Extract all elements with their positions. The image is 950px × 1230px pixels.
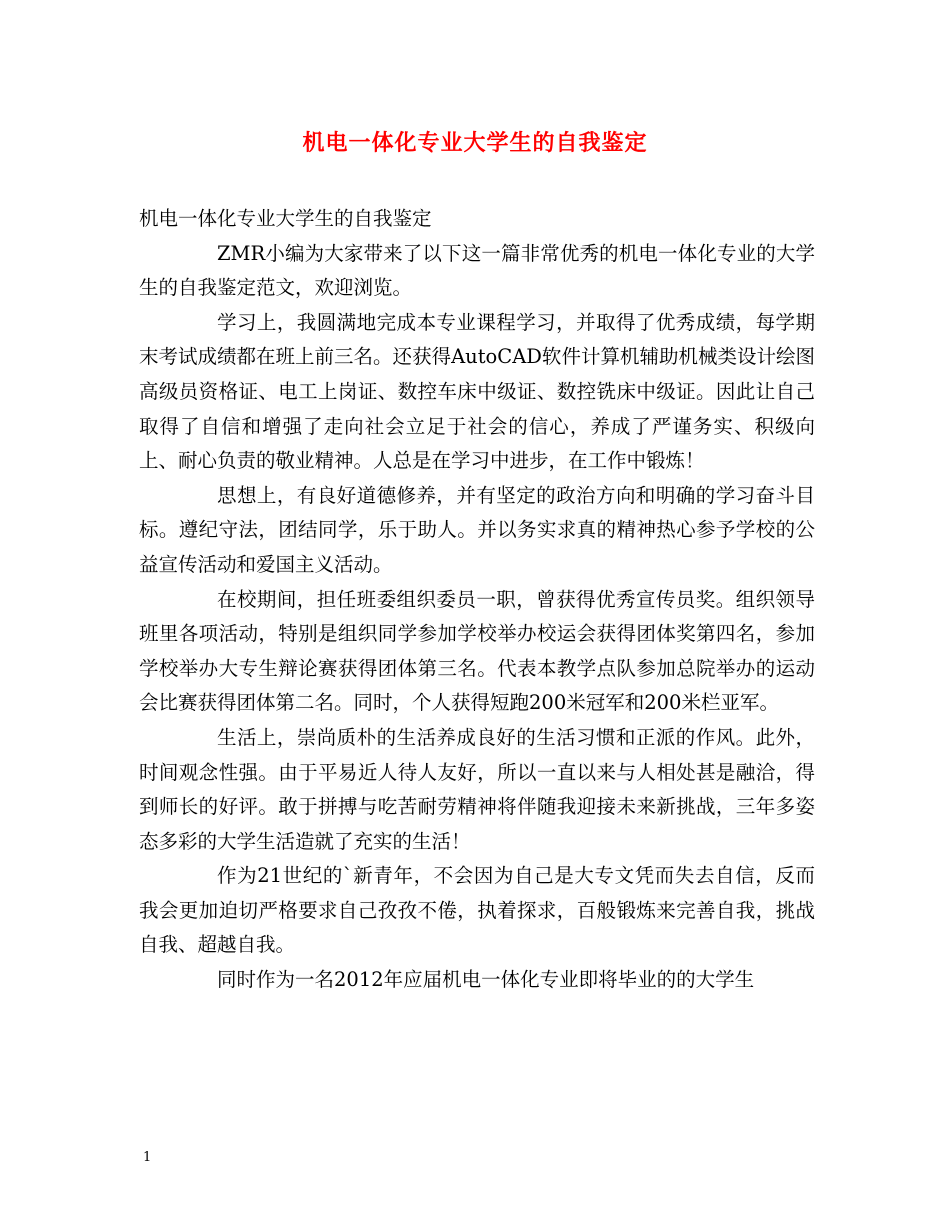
document-title: 机电一体化专业大学生的自我鉴定 <box>302 130 648 156</box>
paragraph-study: 学习上，我圆满地完成本专业课程学习，并取得了优秀成绩，每学期末考试成绩都在班上前三名。还获得AutoCAD软件计算机辅助机械类设计绘图高级员资格证、电工上岗证、数控车床中级证、数控铣床中级证。因此让自己取得了自信和增强了走向社会立足于社会的信心，养成了严谨务实、积级向上、耐心负责的敬业精神。人总是在学习中进步，在工作中锻炼！ <box>139 310 815 473</box>
paragraph-thought: 思想上，有良好道德修养，并有坚定的政治方向和明确的学习奋斗目标。遵纪守法，团结同学，乐于助人。并以务实求真的精神热心参予学校的公益宣传活动和爱国主义活动。 <box>139 483 815 576</box>
paragraph-youth: 作为21世纪的`新青年，不会因为自己是大专文凭而失去自信，反而我会更加迫切严格要求自己孜孜不倦，执着探求，百般锻炼来完善自我，挑战自我、超越自我。 <box>139 864 815 957</box>
paragraph-graduate: 同时作为一名2012年应届机电一体化专业即将毕业的的大学生 <box>217 968 755 992</box>
subtitle-line: 机电一体化专业大学生的自我鉴定 <box>139 207 432 230</box>
paragraph-life: 生活上，崇尚质朴的生活养成良好的生活习惯和正派的作风。此外，时间观念性强。由于平易近人待人友好，所以一直以来与人相处甚是融洽，得到师长的好评。敢于拼搏与吃苦耐劳精神将伴随我迎接未来新挑战，三年多姿态多彩的大学生活造就了充实的生活！ <box>139 725 815 853</box>
document-body <box>139 202 815 998</box>
paragraph-campus: 在校期间，担任班委组织委员一职，曾获得优秀宣传员奖。组织领导班里各项活动，特别是组织同学参加学校举办校运会获得团体奖第四名，参加学校举办大专生辩论赛获得团体第三名。代表本教学点队参加总院举办的运动会比赛获得团体第二名。同时，个人获得短跑200米冠军和200米栏亚军。 <box>139 587 815 715</box>
paragraph-intro: ZMR小编为大家带来了以下这一篇非常优秀的机电一体化专业的大学生的自我鉴定范文，欢迎浏览。 <box>139 241 815 300</box>
page-number: 1 <box>143 1150 152 1165</box>
